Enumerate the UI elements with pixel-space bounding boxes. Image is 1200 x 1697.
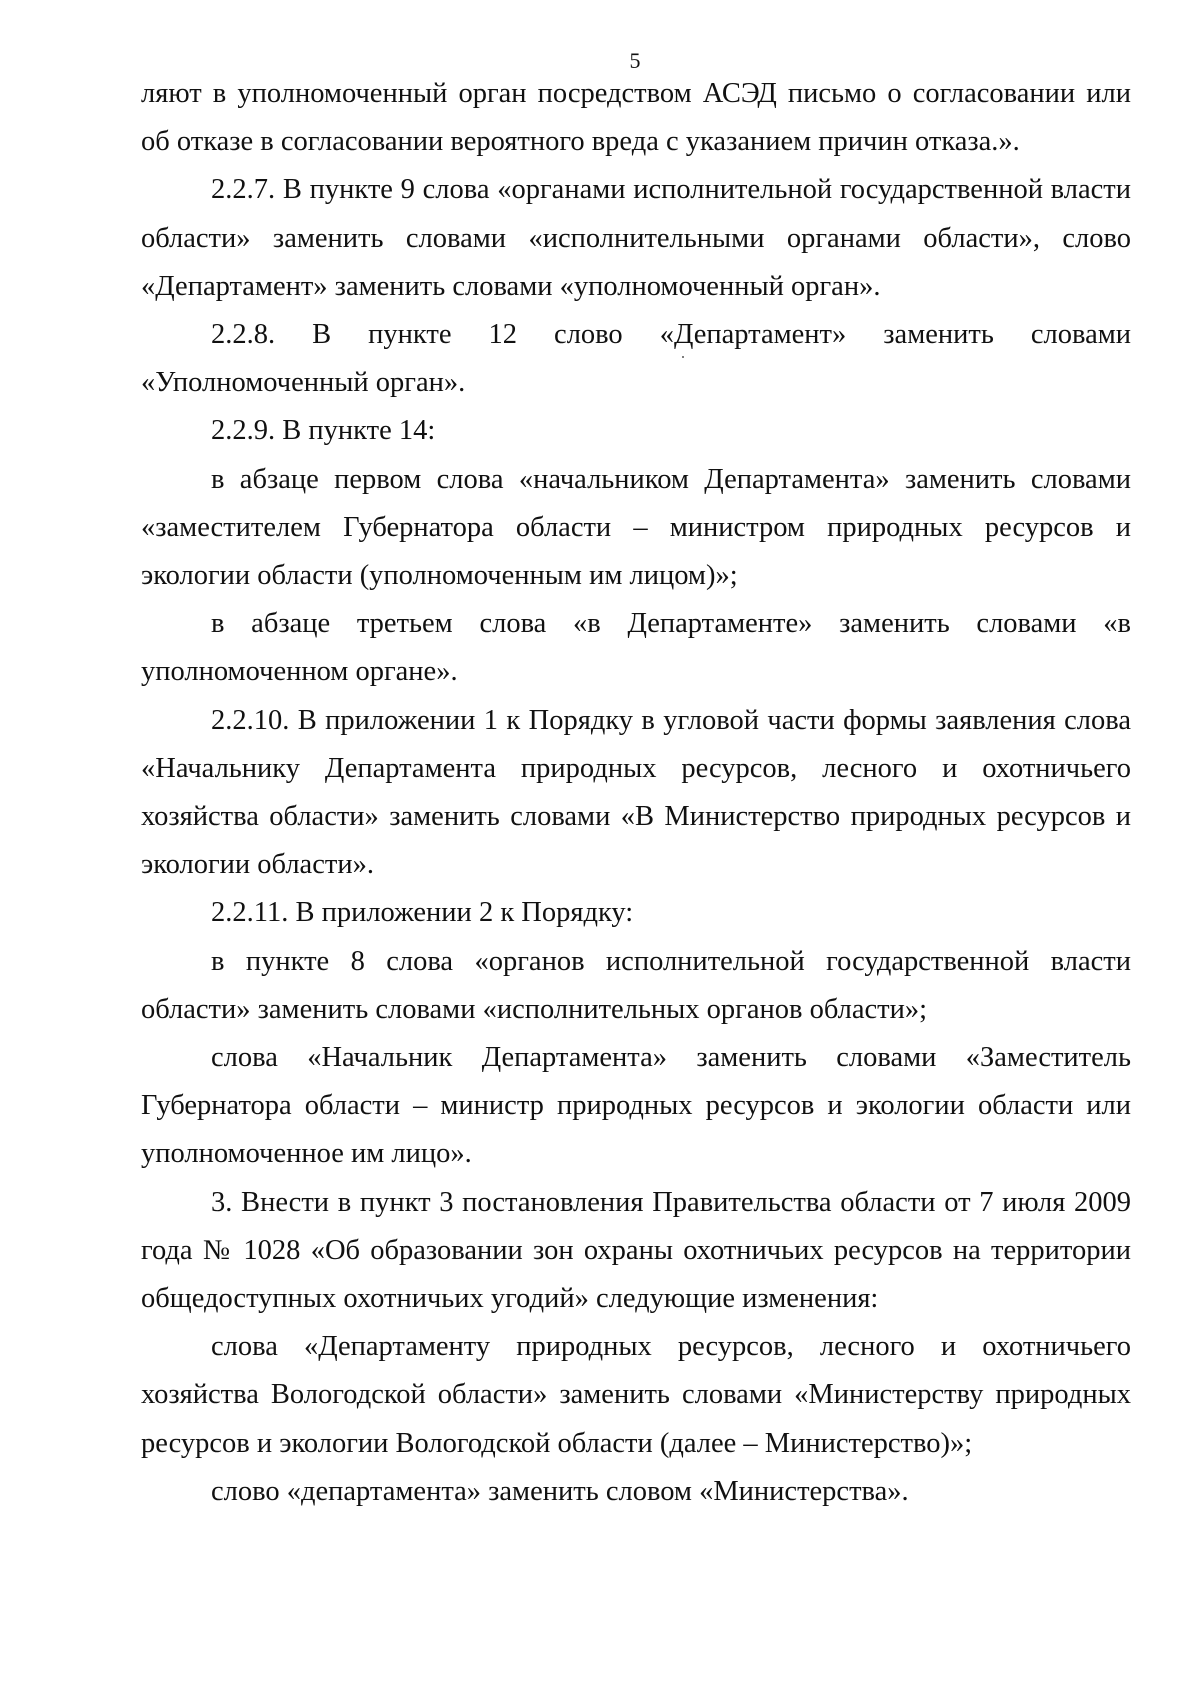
paragraph: 2.2.10. В приложении 1 к Порядку в угловой части формы заявления слова «Начальнику Департамента природных ресурсов, лесного и охотничьего хозяйства области» заменить словами «В Министерство природных ресурсов и экологии области».	[141, 704, 1131, 881]
paragraph: в пункте 8 слова «органов исполнительной государственной власти области» заменить словами «исполнительных органов области»;	[141, 945, 1131, 1025]
paragraph: слова «Начальник Департамента» заменить словами «Заместитель Губернатора области – министр природных ресурсов и экологии области или уполномоченное им лицо».	[141, 1042, 1131, 1170]
paragraph: 3. Внести в пункт 3 постановления Правительства области от 7 июля 2009 года № 1028 «Об образовании зон охраны охотничьих ресурсов на территории общедоступных охотничьих угодий» следующие изменения:	[141, 1186, 1131, 1315]
scan-speck	[682, 356, 684, 358]
paragraph: 2.2.11. В приложении 2 к Порядку:	[211, 897, 634, 929]
paragraph: в абзаце первом слова «начальником Департамента» заменить словами «заместителем Губернатора области – министром природных ресурсов и экологии области (уполномоченным им лицом)»;	[141, 463, 1131, 592]
paragraph: 2.2.8. В пункте 12 слово «Департамент» заменить словами «Уполномоченный орган».	[141, 319, 1131, 399]
paragraph: 2.2.9. В пункте 14:	[211, 415, 436, 447]
paragraph: слово «департамента» заменить словом «Министерства».	[211, 1475, 909, 1507]
paragraph: в абзаце третьем слова «в Департаменте» заменить словами «в уполномоченном органе».	[141, 608, 1131, 688]
page-number: 5	[629, 48, 641, 73]
paragraph: 2.2.7. В пункте 9 слова «органами исполнительной государственной власти области» заменить словами «исполнительными органами области», слово «Департамент» заменить словами «уполномоченный орган».	[141, 174, 1131, 302]
paragraph: ляют в уполномоченный орган посредством АСЭД письмо о согласовании или об отказе в согласовании вероятного вреда с указанием причин отказа.».	[141, 78, 1131, 158]
document-body	[141, 70, 1131, 1516]
paragraph: слова «Департаменту природных ресурсов, лесного и охотничьего хозяйства Вологодской области» заменить словами «Министерству природных ресурсов и экологии Вологодской области (далее – Министерство)»;	[141, 1331, 1131, 1459]
